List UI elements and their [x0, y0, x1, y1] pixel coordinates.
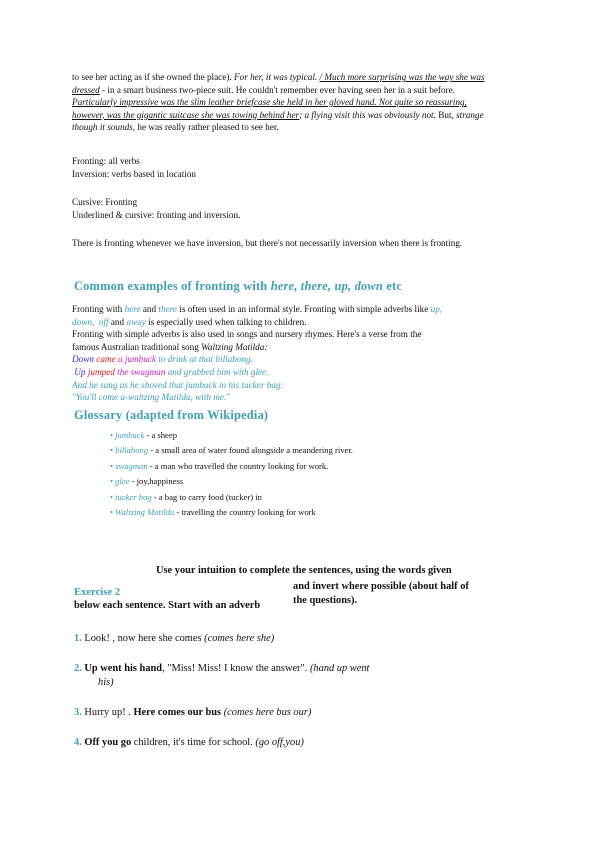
adverb-away: away: [126, 316, 146, 327]
intro-paragraph: [72, 71, 542, 134]
text: and: [108, 316, 127, 327]
intro-line: [72, 84, 542, 97]
glossary-item: [110, 490, 353, 505]
glossary-term: glee: [115, 476, 130, 487]
bullet-icon: •: [110, 430, 116, 440]
question-answer: Up went his hand: [81, 663, 163, 674]
text: and: [140, 304, 159, 314]
glossary-definition: - a sheep: [144, 430, 177, 440]
fronting-inversion-text: however, was the gigantic suitcase she was towing behind her: [72, 109, 300, 120]
verse-verb: came: [93, 354, 116, 365]
question-number: 3.: [74, 707, 82, 718]
question-hint: (hand up went: [309, 663, 370, 674]
note-fronting: Fronting: all verbs: [72, 156, 140, 166]
question-text: , "Miss! Miss! I know the answer".: [162, 663, 310, 674]
question-number: 2.: [74, 663, 82, 674]
adverb-off: off: [98, 316, 109, 327]
bullet-icon: •: [110, 476, 116, 487]
section-paragraph: [72, 303, 542, 404]
song-title: Waltzing Matilda:: [201, 341, 268, 352]
glossary-term: jumbuck: [115, 430, 145, 440]
glossary-item: [110, 459, 353, 474]
bullet-icon: •: [110, 460, 116, 471]
question-answer: Off you go: [81, 737, 132, 748]
exercise-instruction: below each sentence. Start with an adverb: [74, 600, 261, 611]
fronting-inversion-text: / Much more surprising was the way she was: [319, 72, 485, 82]
glossary-term: swagman: [115, 460, 148, 471]
text: is often used in an informal style. Fronting with simple adverbs like: [176, 304, 431, 314]
verse-rest: and grabbed him with glee.: [165, 366, 269, 377]
glossary-definition: - a small area of water found alongside a meandering river.: [148, 445, 353, 456]
text: famous Australian traditional song: [72, 341, 202, 352]
verse-rest: to drink at that billabong.: [155, 354, 253, 365]
text: to see her acting as if she owned the place).: [72, 72, 234, 82]
verse-line: And he sang as he shoved that jumbuck in his tucker bag:: [72, 379, 284, 390]
glossary-list: [110, 428, 353, 520]
para-line: [72, 316, 542, 329]
verse-line: [72, 353, 542, 366]
verse-subject: the swagman: [114, 366, 166, 377]
text: But,: [435, 109, 457, 120]
heading-text: Common examples of fronting with: [74, 279, 271, 293]
question-hint: (comes here she): [204, 633, 275, 644]
adverb-there: there: [158, 304, 177, 314]
heading-text: etc: [383, 279, 403, 293]
question-hint: his): [98, 677, 114, 688]
glossary-definition: - a man who travelled the country looking for work.: [147, 460, 329, 471]
verse-verb: jumped: [85, 366, 115, 377]
fronting-text: For her, it was typical.: [234, 72, 320, 82]
bullet-icon: •: [110, 491, 116, 502]
glossary-item: [110, 474, 353, 489]
legend-block: [72, 196, 240, 221]
glossary-definition: - a bag to carry food (tucker) in: [151, 491, 262, 502]
text: - in a smart business two-piece suit. He couldn't remember ever having seen her in a suit before.: [99, 84, 455, 95]
adverb-down: down,: [72, 316, 95, 327]
intro-line: [72, 109, 542, 122]
question-text: Hurry up! .: [81, 707, 134, 718]
verse-adverb: Down: [72, 354, 94, 365]
bullet-icon: •: [110, 445, 116, 456]
question-hint: (go off,you): [255, 737, 304, 748]
glossary-heading: Glossary (adapted from Wikipedia): [74, 408, 269, 422]
exercise-instruction: Use your intuition to complete the sentences, using the words given: [156, 565, 452, 576]
verse-subject: a jumbuck: [115, 354, 156, 365]
question-2: [74, 663, 369, 674]
glossary-item: [110, 443, 353, 458]
legend-cursive: Cursive: Fronting: [72, 197, 138, 207]
para-line: Fronting with simple adverbs is also used in songs and nursery rhymes. Here's a verse from the: [72, 329, 422, 340]
exercise-label: Exercise 2: [74, 587, 120, 598]
glossary-item: [110, 428, 353, 443]
intro-line: [72, 121, 542, 134]
verse-line: [72, 366, 542, 379]
fronting-inversion-text: dressed: [72, 84, 100, 95]
question-1: [74, 633, 274, 644]
notes-block: [72, 155, 196, 180]
adverb-here: here: [124, 304, 141, 314]
exercise-instruction: and invert where possible (about half of: [293, 581, 469, 592]
question-3: [74, 707, 311, 718]
text: he was really rather pleased to see her.: [135, 122, 279, 133]
question-hint: (comes here bus our): [223, 707, 312, 718]
verse-line: "You'll come a-waltzing Matilda, with me.": [72, 392, 231, 403]
text: Fronting with: [72, 304, 125, 314]
legend-underlined: Underlined & cursive: fronting and inversion.: [72, 209, 241, 220]
adverb-up: up,: [430, 304, 443, 314]
glossary-definition: - travelling the country looking for work: [174, 507, 316, 518]
question-text: children, it's time for school.: [131, 737, 256, 748]
section-heading: [74, 279, 402, 294]
text: is especially used when talking to children.: [145, 316, 307, 327]
question-number: 4.: [74, 737, 82, 748]
question-number: 1.: [74, 633, 82, 644]
glossary-term: Waltzing Matilda: [115, 507, 175, 518]
fronting-text: strange: [456, 109, 484, 120]
fronting-rule: There is fronting whenever we have inversion, but there's not necessarily inversion when there is fronting.: [72, 238, 463, 248]
heading-italic: here, there, up, down: [270, 279, 383, 293]
bullet-icon: •: [110, 507, 116, 518]
exercise-instruction: the questions).: [293, 595, 358, 606]
para-line: [72, 341, 542, 354]
glossary-definition: - joy,happiness: [129, 476, 184, 487]
fronting-text: ; a flying visit this was obviously not.: [299, 109, 436, 120]
glossary-term: tucker bag: [115, 491, 152, 502]
question-answer: Here comes our bus: [133, 707, 222, 718]
intro-line: [72, 71, 542, 84]
note-inversion: Inversion: verbs based in location: [72, 168, 196, 179]
question-4: [74, 737, 304, 748]
fronting-inversion-text: Particularly impressive was the slim leather briefcase she held in her gloved hand. Not quite so reassuring,: [72, 97, 467, 108]
question-text: Look! , now here she comes: [81, 633, 205, 644]
glossary-term: billabong: [115, 445, 149, 456]
glossary-item: [110, 505, 353, 520]
fronting-text: though it sounds,: [72, 122, 136, 133]
para-line: [72, 303, 542, 316]
verse-adverb: Up: [74, 366, 86, 377]
